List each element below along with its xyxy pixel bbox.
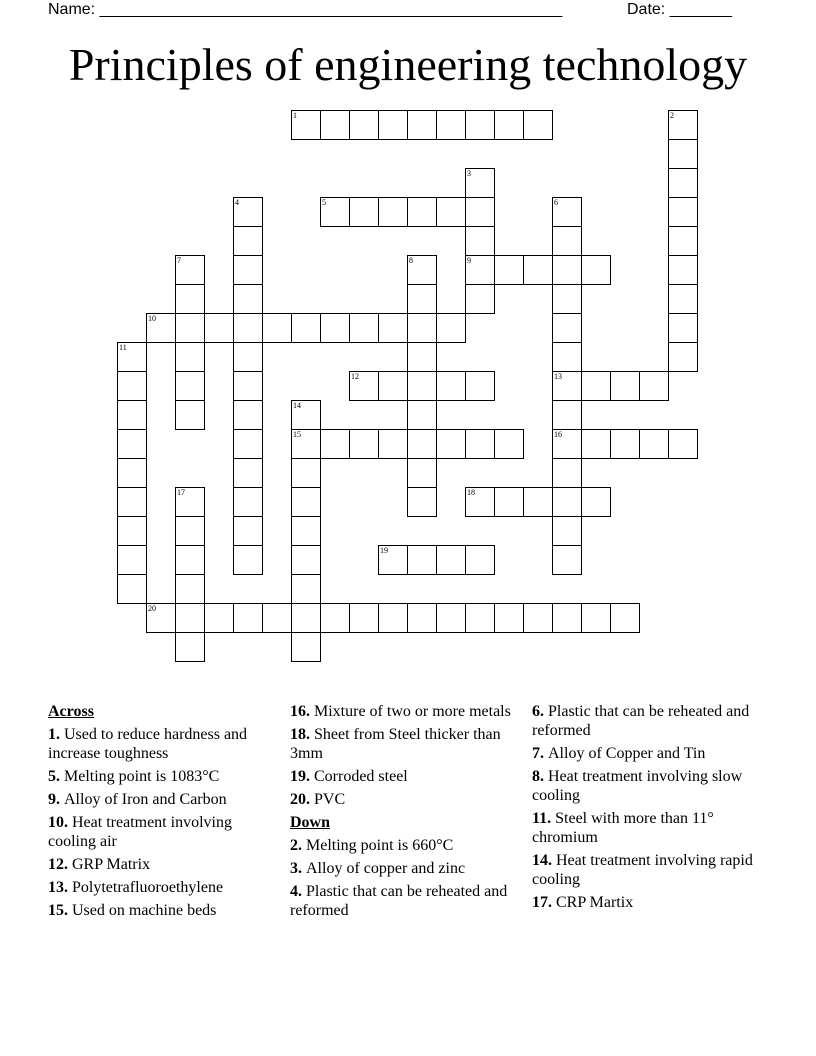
crossword-cell[interactable] — [552, 603, 582, 633]
clue-item — [532, 809, 762, 847]
crossword-cell[interactable] — [494, 603, 524, 633]
crossword-cell[interactable] — [552, 487, 582, 517]
clue-item-text: CRP Martix — [556, 894, 634, 911]
crossword-cell[interactable] — [407, 197, 437, 227]
crossword-cell[interactable] — [523, 487, 553, 517]
crossword-cell[interactable] — [581, 255, 611, 285]
crossword-cell[interactable] — [465, 284, 495, 314]
crossword-cell[interactable] — [204, 603, 234, 633]
clue-number: 9 — [467, 256, 471, 265]
clue-number: 10 — [148, 314, 156, 323]
clue-number: 20 — [148, 604, 156, 613]
clue-number: 12 — [351, 372, 359, 381]
crossword-cell[interactable] — [465, 226, 495, 256]
clue-item-number: 19. — [290, 768, 314, 785]
clue-number: 19 — [380, 546, 388, 555]
clue-number: 16 — [554, 430, 562, 439]
clue-item-text: Steel with more than 11° chromium — [532, 810, 714, 846]
clue-item-text: Heat treatment involving slow cooling — [532, 768, 743, 804]
crossword-cell[interactable] — [639, 371, 669, 401]
crossword-cell[interactable] — [320, 110, 350, 140]
crossword-cell[interactable] — [465, 255, 495, 285]
clue-item-text: Alloy of copper and zinc — [306, 860, 466, 877]
clue-item-number: 18. — [290, 726, 314, 743]
crossword-cell[interactable] — [378, 545, 408, 575]
crossword-cell[interactable] — [233, 371, 263, 401]
crossword-cell[interactable] — [117, 574, 147, 604]
crossword-cell[interactable] — [407, 429, 437, 459]
crossword-cell[interactable] — [233, 458, 263, 488]
clue-item-text: Corroded steel — [314, 768, 408, 785]
clue-item-number: 5. — [48, 768, 64, 785]
crossword-cell[interactable] — [581, 429, 611, 459]
clue-item — [532, 767, 762, 805]
crossword-cell[interactable] — [436, 429, 466, 459]
clue-item-number: 13. — [48, 879, 72, 896]
crossword-cell[interactable] — [494, 110, 524, 140]
crossword-cell[interactable] — [291, 429, 321, 459]
crossword-cell[interactable] — [610, 429, 640, 459]
clue-item-number: 15. — [48, 902, 72, 919]
crossword-cell[interactable] — [117, 429, 147, 459]
crossword-cell[interactable] — [407, 545, 437, 575]
crossword-cell[interactable] — [378, 371, 408, 401]
crossword-cell[interactable] — [436, 110, 466, 140]
clue-item — [48, 790, 273, 809]
crossword-cell[interactable] — [668, 168, 698, 198]
clue-item-text: Plastic that can be reheated and reformed — [290, 883, 508, 919]
crossword-cell[interactable] — [668, 284, 698, 314]
crossword-cell[interactable] — [668, 110, 698, 140]
clue-item — [290, 859, 515, 878]
crossword-cell[interactable] — [581, 487, 611, 517]
crossword-cell[interactable] — [233, 255, 263, 285]
clue-item-text: Heat treatment involving rapid cooling — [532, 852, 753, 888]
clue-item-text: Mixture of two or more metals — [314, 703, 511, 720]
clue-item — [290, 836, 515, 855]
crossword-cell[interactable] — [233, 226, 263, 256]
crossword-cell[interactable] — [175, 313, 205, 343]
crossword-cell[interactable] — [349, 603, 379, 633]
clue-item — [48, 813, 273, 851]
crossword-cell[interactable] — [407, 255, 437, 285]
clue-number: 5 — [322, 198, 326, 207]
clue-item-number: 14. — [532, 852, 556, 869]
crossword-cell[interactable] — [668, 429, 698, 459]
crossword-cell[interactable] — [175, 371, 205, 401]
clue-item-text: GRP Matrix — [72, 856, 151, 873]
clue-number: 3 — [467, 169, 471, 178]
clue-item-text: Plastic that can be reheated and reformed — [532, 703, 750, 739]
crossword-cell[interactable] — [436, 197, 466, 227]
clue-item — [532, 702, 762, 740]
clue-number: 14 — [293, 401, 301, 410]
clue-item-number: 1. — [48, 726, 64, 743]
crossword-cell[interactable] — [407, 313, 437, 343]
name-field[interactable]: Name: ____________________________________________________ — [48, 1, 563, 18]
crossword-cell[interactable] — [233, 487, 263, 517]
crossword-cell[interactable] — [117, 371, 147, 401]
clue-number: 7 — [177, 256, 181, 265]
crossword-cell[interactable] — [494, 255, 524, 285]
crossword-cell[interactable] — [291, 400, 321, 430]
crossword-cell[interactable] — [117, 545, 147, 575]
crossword-cell[interactable] — [146, 313, 176, 343]
clue-item-number: 8. — [532, 768, 548, 785]
clue-item-number: 20. — [290, 791, 314, 808]
crossword-cell[interactable] — [175, 487, 205, 517]
crossword-cell[interactable] — [407, 400, 437, 430]
crossword-cell[interactable] — [349, 371, 379, 401]
crossword-cell[interactable] — [668, 226, 698, 256]
crossword-cell[interactable] — [291, 632, 321, 662]
crossword-cell[interactable] — [117, 342, 147, 372]
crossword-cell[interactable] — [378, 313, 408, 343]
clue-item-number: 3. — [290, 860, 306, 877]
crossword-cell[interactable] — [378, 603, 408, 633]
crossword-cell[interactable] — [581, 371, 611, 401]
clue-item-text: Polytetrafluoroethylene — [72, 879, 224, 896]
crossword-cell[interactable] — [407, 371, 437, 401]
clue-number: 11 — [119, 343, 127, 352]
crossword-cell[interactable] — [552, 516, 582, 546]
crossword-cell[interactable] — [523, 110, 553, 140]
crossword-cell[interactable] — [668, 255, 698, 285]
clue-item — [48, 855, 273, 874]
crossword-cell[interactable] — [523, 255, 553, 285]
crossword-cell[interactable] — [204, 313, 234, 343]
crossword-cell[interactable] — [117, 458, 147, 488]
crossword-cell[interactable] — [233, 342, 263, 372]
clue-number: 4 — [235, 198, 239, 207]
crossword-cell[interactable] — [117, 400, 147, 430]
clue-number: 8 — [409, 256, 413, 265]
crossword-cell[interactable] — [291, 458, 321, 488]
crossword-cell[interactable] — [552, 400, 582, 430]
crossword-cell[interactable] — [407, 487, 437, 517]
crossword-cell[interactable] — [552, 458, 582, 488]
crossword-cell[interactable] — [668, 139, 698, 169]
clue-item — [48, 901, 273, 920]
crossword-cell[interactable] — [233, 545, 263, 575]
clue-item — [290, 702, 515, 721]
clue-item-number: 12. — [48, 856, 72, 873]
clue-number: 17 — [177, 488, 185, 497]
crossword-cell[interactable] — [465, 429, 495, 459]
crossword-cell[interactable] — [349, 313, 379, 343]
crossword-cell[interactable] — [552, 255, 582, 285]
crossword-cell[interactable] — [117, 516, 147, 546]
crossword-cell[interactable] — [320, 603, 350, 633]
page-title: Principles of engineering technology — [68, 39, 748, 90]
clue-item-text: PVC — [314, 791, 346, 808]
crossword-cell[interactable] — [523, 603, 553, 633]
crossword-cell[interactable] — [610, 603, 640, 633]
clue-item-number: 6. — [532, 703, 548, 720]
crossword-cell[interactable] — [291, 574, 321, 604]
crossword-cell[interactable] — [320, 313, 350, 343]
crossword-cell[interactable] — [581, 603, 611, 633]
crossword-cell[interactable] — [117, 487, 147, 517]
crossword-cell[interactable] — [552, 429, 582, 459]
crossword-cell[interactable] — [465, 487, 495, 517]
crossword-cell[interactable] — [668, 313, 698, 343]
crossword-cell[interactable] — [233, 197, 263, 227]
clue-item — [290, 725, 515, 763]
crossword-cell[interactable] — [407, 284, 437, 314]
clue-item-text: Sheet from Steel thicker than 3mm — [290, 726, 501, 762]
crossword-cell[interactable] — [175, 632, 205, 662]
clue-item-text: Melting point is 1083°C — [64, 768, 220, 785]
crossword-cell[interactable] — [349, 429, 379, 459]
crossword-cell[interactable] — [639, 429, 669, 459]
clue-item — [290, 767, 515, 786]
crossword-cell[interactable] — [320, 197, 350, 227]
crossword-cell[interactable] — [320, 429, 350, 459]
crossword-cell[interactable] — [378, 197, 408, 227]
clue-item — [48, 878, 273, 897]
clue-number: 6 — [554, 198, 558, 207]
clue-item-number: 10. — [48, 814, 72, 831]
clue-item-text: Used on machine beds — [72, 902, 217, 919]
crossword-cell[interactable] — [233, 400, 263, 430]
clue-number: 13 — [554, 372, 562, 381]
crossword-cell[interactable] — [610, 371, 640, 401]
clue-number: 15 — [293, 430, 301, 439]
crossword-cell[interactable] — [175, 400, 205, 430]
clue-item-number: 17. — [532, 894, 556, 911]
clue-item-number: 16. — [290, 703, 314, 720]
crossword-cell[interactable] — [291, 545, 321, 575]
crossword-cell[interactable] — [552, 342, 582, 372]
crossword-cell[interactable] — [436, 371, 466, 401]
crossword-cell[interactable] — [233, 284, 263, 314]
crossword-cell[interactable] — [465, 603, 495, 633]
clue-item — [290, 790, 515, 809]
crossword-cell[interactable] — [262, 603, 292, 633]
crossword-cell[interactable] — [233, 429, 263, 459]
crossword-cell[interactable] — [552, 197, 582, 227]
crossword-cell[interactable] — [407, 110, 437, 140]
clue-item-text: Melting point is 660°C — [306, 837, 454, 854]
clue-item-number: 4. — [290, 883, 306, 900]
clue-item-number: 9. — [48, 791, 64, 808]
date-field[interactable]: Date: _______ — [627, 1, 732, 18]
crossword-cell[interactable] — [465, 110, 495, 140]
clue-item — [532, 744, 762, 763]
crossword-cell[interactable] — [175, 603, 205, 633]
crossword-cell[interactable] — [175, 255, 205, 285]
crossword-cell[interactable] — [436, 603, 466, 633]
crossword-cell[interactable] — [233, 516, 263, 546]
crossword-cell[interactable] — [407, 603, 437, 633]
crossword-cell[interactable] — [465, 168, 495, 198]
clue-number: 18 — [467, 488, 475, 497]
clue-item-number: 7. — [532, 745, 548, 762]
crossword-cell[interactable] — [291, 487, 321, 517]
crossword-cell[interactable] — [668, 342, 698, 372]
crossword-cell[interactable] — [668, 197, 698, 227]
crossword-cell[interactable] — [175, 545, 205, 575]
crossword-cell[interactable] — [407, 458, 437, 488]
clue-item-text: Used to reduce hardness and increase toughness — [48, 726, 248, 762]
crossword-cell[interactable] — [291, 313, 321, 343]
crossword-cell[interactable] — [552, 226, 582, 256]
crossword-cell[interactable] — [175, 516, 205, 546]
clue-item-number: 11. — [532, 810, 556, 827]
crossword-cell[interactable] — [465, 371, 495, 401]
crossword-cell[interactable] — [552, 371, 582, 401]
clue-item — [48, 725, 273, 763]
crossword-cell[interactable] — [552, 284, 582, 314]
clue-item — [532, 851, 762, 889]
crossword-cell[interactable] — [494, 429, 524, 459]
crossword-cell[interactable] — [349, 110, 379, 140]
crossword-cell[interactable] — [146, 603, 176, 633]
crossword-cell[interactable] — [552, 313, 582, 343]
crossword-cell[interactable] — [552, 545, 582, 575]
crossword-cell[interactable] — [175, 342, 205, 372]
clue-number: 2 — [670, 111, 674, 120]
clue-item-text: Heat treatment involving cooling air — [48, 814, 232, 850]
crossword-cell[interactable] — [378, 110, 408, 140]
crossword-cell[interactable] — [465, 197, 495, 227]
clue-item-text: Alloy of Copper and Tin — [548, 745, 706, 762]
crossword-cell[interactable] — [262, 313, 292, 343]
clue-column-3 — [532, 702, 762, 916]
crossword-cell[interactable] — [349, 197, 379, 227]
across-heading: Across — [48, 703, 94, 720]
crossword-cell[interactable] — [291, 516, 321, 546]
clue-column-2 — [290, 702, 515, 924]
crossword-cell[interactable] — [436, 545, 466, 575]
crossword-cell[interactable] — [291, 110, 321, 140]
crossword-cell[interactable] — [291, 603, 321, 633]
crossword-cell[interactable] — [175, 284, 205, 314]
clue-item-number: 2. — [290, 837, 306, 854]
crossword-cell[interactable] — [436, 313, 466, 343]
down-heading: Down — [290, 814, 331, 831]
crossword-cell[interactable] — [233, 603, 263, 633]
crossword-cell[interactable] — [233, 313, 263, 343]
crossword-cell[interactable] — [378, 429, 408, 459]
crossword-cell[interactable] — [407, 342, 437, 372]
crossword-cell[interactable] — [175, 574, 205, 604]
crossword-cell[interactable] — [465, 545, 495, 575]
clue-number: 1 — [293, 111, 297, 120]
crossword-cell[interactable] — [494, 487, 524, 517]
clue-item — [290, 882, 515, 920]
clue-column-1 — [48, 702, 273, 924]
clue-item — [48, 767, 273, 786]
clue-item — [532, 893, 762, 912]
clue-item-text: Alloy of Iron and Carbon — [64, 791, 227, 808]
